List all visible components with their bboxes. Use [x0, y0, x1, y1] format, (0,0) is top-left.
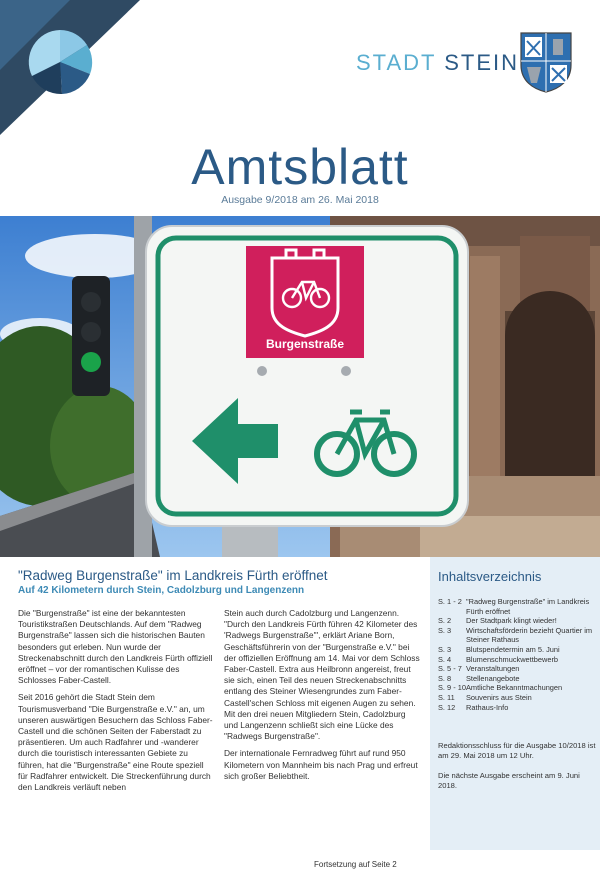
- page-title: Amtsblatt: [191, 139, 409, 195]
- toc-item[interactable]: S. 12 Rathaus-Info: [438, 702, 509, 712]
- toc-list: [438, 597, 596, 712]
- toc-title: Inhaltsverzeichnis: [438, 569, 542, 584]
- issue-line: Ausgabe 9/2018 am 26. Mai 2018: [221, 194, 379, 206]
- article-column-left: [18, 608, 214, 799]
- next-issue-note: Die nächste Ausgabe erscheint am 9. Juni 2018.: [438, 771, 580, 790]
- article-paragraph: Die "Burgenstraße" ist eine der bekanntesten Touristikstraßen Deutschlands. Auf dem "Radweg Burgenstraße" lassen sich die historischen Bauten besonders gut erleben. Nun wurde der Streckenabschnitt durch den Landkreis Fürth offiziell eröffnet – vor der romantischen Kulisse des Schlosses Faber-Castell.: [18, 608, 213, 686]
- city-brand: [356, 50, 519, 76]
- table-of-contents-panel: [430, 557, 600, 850]
- corner-logo: [0, 0, 140, 135]
- continuation-note: Fortsetzung auf Seite 2: [314, 860, 397, 869]
- toc-item[interactable]: S. 1 - 2 "Radweg Burgenstraße" im Landkreis Fürth eröffnet: [438, 597, 590, 616]
- cover-photo-illustration: [0, 216, 600, 557]
- toc-item[interactable]: S. 5 - 7 Veranstaltungen: [438, 664, 520, 674]
- sign-label: Burgenstraße: [265, 337, 345, 351]
- toc-item[interactable]: S. 3 Blutspendetermin am 5. Juni: [438, 644, 560, 654]
- article-headline: "Radweg Burgenstraße" im Landkreis Fürth eröffnet: [18, 568, 328, 583]
- brand-name: STEIN: [444, 50, 520, 75]
- cover-photo: [0, 216, 600, 557]
- toc-item[interactable]: S. 4 Blumenschmuckwettbewerb: [438, 654, 559, 664]
- article-paragraph: Stein auch durch Cadolzburg und Langenzenn. "Durch den Landkreis Fürth führen 42 Kilometer des 'Radwegs Burgenstraße'", erklärt Ariane Born, Geschäftsführerin von der "Burgenstraße e.V." bei der offiziellen Eröffnung am 14. Mai vor dem Schloss Faber-Castell. Extra aus Heilbronn angereist, freut sie sich, einen Teil des neuen Streckenabschnitts entlang des Steiner Wiesengrundes zum Faber-Castell'schen Schloss mit eigenen Augen zu sehen. Mit den drei neuen Mitgliedern Stein, Cadolzburg und Langenzenn schließt sich eine Lücke des "Radwegs Burgenstraße".: [224, 608, 420, 742]
- toc-item[interactable]: S. 8 Stellenangebote: [438, 673, 520, 683]
- article-subheadline: Auf 42 Kilometern durch Stein, Cadolzburg und Langenzenn: [18, 585, 305, 596]
- toc-item[interactable]: S. 2 Der Stadtpark klingt wieder!: [438, 616, 557, 626]
- main-article: [18, 568, 420, 869]
- coat-of-arms: [519, 31, 573, 93]
- article-body: [18, 608, 420, 869]
- article-column-right: [224, 608, 420, 788]
- article-paragraph: Seit 2016 gehört die Stadt Stein dem Tourismusverband "Die Burgenstraße e.V." an, um unseren auswärtigen Besuchern das Schloss Faber-Castell und die schönen Seiten der Faberstadt zu präsentieren. Um auch Radfahrer und -wanderer durch die touristisch interessanten Gebiete zu führen, hat die "Burgenstraße" eine Route speziell für Radfahrer entwickelt. Die Streckenführung durch den Landkreis verläuft neben: [18, 692, 213, 793]
- brand-city: STADT: [356, 50, 437, 75]
- toc-item[interactable]: S. 11 Souvenirs aus Stein: [438, 692, 532, 702]
- article-paragraph: Der internationale Fernradweg führt auf rund 950 Kilometern von Mannheim bis nach Prag und erfreut sich großer Beliebtheit.: [224, 748, 418, 781]
- toc-item[interactable]: S. 9 - 10 Amtliche Bekanntmachungen: [438, 683, 563, 693]
- toc-item[interactable]: S. 3 Wirtschaftsförderin bezieht Quartier im Steiner Rathaus: [438, 625, 593, 645]
- editorial-deadline: Redaktionsschluss für die Ausgabe 10/2018 ist am 29. Mai 2018 um 12 Uhr.: [438, 741, 596, 760]
